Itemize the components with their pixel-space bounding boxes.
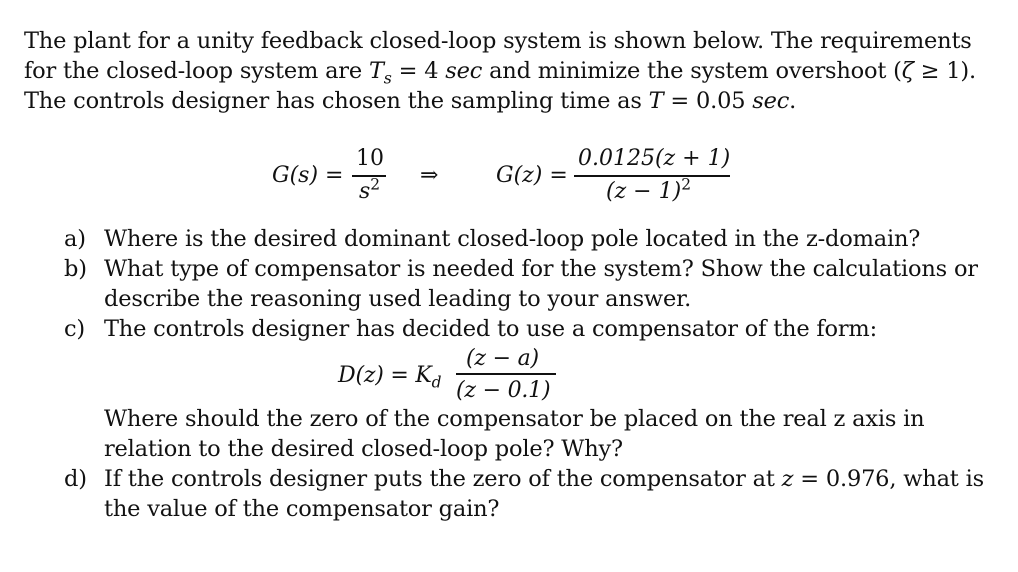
question-b-text: What type of compensator is needed for the system? Show the calculations or describe the reasoning used leading to your answer. xyxy=(104,256,978,312)
question-c xyxy=(64,314,1014,464)
transfer-function-equations xyxy=(0,146,1018,206)
question-c-label: c) xyxy=(64,316,85,342)
settling-time-symbol: T xyxy=(368,58,384,84)
gz-fraction-bar xyxy=(574,175,730,177)
gs-den-exp: 2 xyxy=(370,175,381,194)
question-d-text-2: , what is the value of the compensator gain? xyxy=(104,466,984,522)
gz-den-base: (z − 1) xyxy=(606,179,682,204)
gs-fraction-bar xyxy=(352,175,386,177)
gs-numerator: 10 xyxy=(356,146,384,171)
gz-den-exp: 2 xyxy=(681,175,691,194)
compensator-lhs xyxy=(338,361,441,391)
compensator-fraction-bar xyxy=(456,373,556,375)
settling-time-subscript: s xyxy=(383,68,392,88)
intro-text-2: and minimize the system overshoot ( xyxy=(482,58,902,84)
zeta-symbol: ζ xyxy=(901,58,914,84)
question-c-text-2: Where should the zero of the compensator be placed on the real z axis in relation to the desired closed-loop pole? Why? xyxy=(104,406,925,462)
gs-denominator xyxy=(359,175,381,204)
problem-intro xyxy=(24,26,1004,116)
compensator-lhs-text: D(z) = K xyxy=(338,363,432,388)
question-c-text: The controls designer has decided to use a compensator of the form: xyxy=(104,316,877,342)
compensator-numerator: (z − a) xyxy=(466,346,539,371)
gz-denominator xyxy=(606,175,691,204)
intro-text-1: The plant for a unity feedback closed-loop system is shown below. The requirements for the closed-loop system are xyxy=(24,28,972,84)
question-d-label: d) xyxy=(64,466,87,492)
gz-lhs: G(z) = xyxy=(496,163,568,188)
gz-numerator: 0.0125(z + 1) xyxy=(578,146,731,171)
intro-text-3: ). The controls designer has chosen the sampling time as xyxy=(24,58,976,114)
sampling-time-unit: sec xyxy=(752,88,790,114)
implies-arrow: ⇒ xyxy=(420,163,439,188)
sampling-time-symbol: T xyxy=(648,88,664,114)
zero-location-value: = 0.976 xyxy=(793,466,890,492)
gs-den-base: s xyxy=(359,179,371,204)
zeta-condition: ≥ 1 xyxy=(913,58,961,84)
question-b-label: b) xyxy=(64,256,87,282)
question-a xyxy=(64,224,1014,254)
question-a-text: Where is the desired dominant closed-loop pole located in the z-domain? xyxy=(104,226,921,252)
gs-lhs: G(s) = xyxy=(272,163,344,188)
settling-time-value: = 4 xyxy=(391,58,446,84)
question-a-label: a) xyxy=(64,226,86,252)
zero-location-symbol: z xyxy=(781,466,794,492)
settling-time-unit: sec xyxy=(445,58,483,84)
question-b xyxy=(64,254,1014,314)
sampling-time-value: = 0.05 xyxy=(663,88,753,114)
compensator-denominator: (z − 0.1) xyxy=(456,378,551,403)
intro-text-4: . xyxy=(789,88,797,114)
question-d-text-1: If the controls designer puts the zero of the compensator at xyxy=(104,466,782,492)
question-list xyxy=(64,224,1014,524)
question-d xyxy=(64,464,1014,524)
compensator-equation xyxy=(104,344,1014,404)
compensator-gain-subscript: d xyxy=(431,373,442,392)
